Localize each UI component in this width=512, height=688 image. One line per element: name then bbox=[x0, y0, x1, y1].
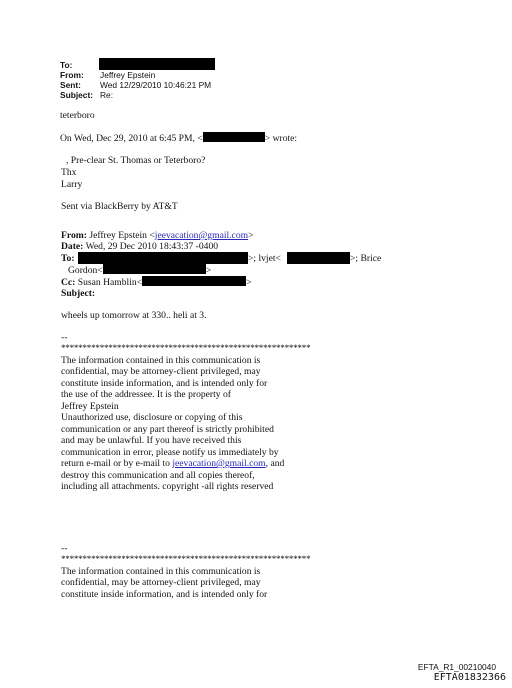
disclaimer1-email-link[interactable]: jeevacation@gmail.com bbox=[172, 458, 266, 469]
orig-date-label: Date: bbox=[61, 241, 84, 252]
subject-label: Subject: bbox=[60, 90, 94, 100]
orig-from-close: > bbox=[248, 230, 254, 241]
orig-from-value: Jeffrey Epstein < bbox=[89, 230, 155, 241]
bates-id-2: EFTA01832366 bbox=[433, 672, 506, 683]
disclaimer1-dashes: -- bbox=[61, 332, 68, 343]
quote-intro-pre: On Wed, Dec 29, 2010 at 6:45 PM, < bbox=[60, 133, 203, 144]
bates-id-1: EFTA_R1_00210040 bbox=[417, 662, 496, 672]
disclaimer1-line-10 bbox=[61, 458, 284, 469]
disclaimer1-line-8: and may be unlawful. If you have received this bbox=[61, 435, 242, 446]
disclaimer1-line-12: including all attachments. copyright -all rights reserved bbox=[61, 481, 274, 492]
reply-body: teterboro bbox=[60, 110, 95, 121]
orig-to-mid: >; lvjet< bbox=[248, 253, 281, 264]
quote-line-3: Larry bbox=[61, 179, 83, 190]
quote-intro bbox=[60, 132, 297, 144]
redaction-to bbox=[99, 58, 215, 70]
reply-signature: Sent via BlackBerry by AT&T bbox=[61, 201, 178, 212]
disclaimer1-line-3: constitute inside information, and is intended only for bbox=[61, 378, 268, 389]
disclaimer1-stars: ********************************************************** bbox=[61, 343, 311, 353]
orig-to-line2-post: > bbox=[205, 265, 212, 276]
redaction-to-2 bbox=[287, 252, 350, 264]
redaction-to-3 bbox=[103, 264, 206, 274]
quote-line-1: , Pre-clear St. Thomas or Teterboro? bbox=[66, 155, 206, 166]
orig-from-email-link[interactable]: jeevacation@gmail.com bbox=[154, 230, 249, 241]
orig-date-line bbox=[61, 241, 218, 252]
redaction-cc bbox=[142, 276, 246, 286]
orig-date-value: Wed, 29 Dec 2010 18:43:37 -0400 bbox=[85, 241, 219, 252]
from-value: Jeffrey Epstein bbox=[100, 70, 156, 80]
disclaimer2-dashes: -- bbox=[61, 543, 68, 554]
subject-value: Re: bbox=[100, 90, 114, 100]
disclaimer2-line-3: constitute inside information, and is intended only for bbox=[61, 589, 268, 600]
sent-label: Sent: bbox=[60, 80, 81, 90]
from-label: From: bbox=[60, 70, 84, 80]
orig-from-label: From: bbox=[61, 230, 87, 241]
orig-to-end: >; Brice bbox=[350, 253, 382, 264]
to-label: To: bbox=[60, 60, 73, 70]
orig-cc-label: Cc: bbox=[61, 277, 76, 288]
orig-from-line bbox=[61, 230, 254, 241]
redaction-to-1 bbox=[78, 252, 248, 264]
disclaimer2-stars: ********************************************************** bbox=[61, 554, 311, 564]
orig-body: wheels up tomorrow at 330.. heli at 3. bbox=[61, 310, 207, 321]
orig-to-line2-pre: Gordon< bbox=[68, 265, 103, 276]
disclaimer1-line-11: destroy this communication and all copies thereof, bbox=[61, 470, 255, 481]
orig-cc-value: Susan Hamblin< bbox=[77, 277, 143, 288]
quote-line-2: Thx bbox=[61, 167, 77, 178]
disclaimer1-line-10-pre: return e-mail or by e-mail to bbox=[61, 458, 173, 469]
redaction-quote-sender bbox=[203, 132, 265, 142]
orig-subject-label: Subject: bbox=[61, 288, 96, 299]
orig-to-line2 bbox=[68, 264, 211, 276]
orig-cc-line bbox=[61, 276, 252, 288]
orig-to-label: To: bbox=[61, 253, 75, 264]
disclaimer1-line-7: communication or any part thereof is strictly prohibited bbox=[61, 424, 274, 435]
disclaimer1-line-1: The information contained in this communication is bbox=[61, 355, 261, 366]
disclaimer2-line-1: The information contained in this communication is bbox=[61, 566, 261, 577]
disclaimer1-line-2: confidential, may be attorney-client privileged, may bbox=[61, 366, 261, 377]
disclaimer1-line-9: communication in error, please notify us immediately by bbox=[61, 447, 279, 458]
disclaimer1-line-5: Jeffrey Epstein bbox=[61, 401, 119, 412]
disclaimer1-line-10-post: , and bbox=[265, 458, 285, 469]
orig-cc-close: > bbox=[246, 277, 252, 288]
sent-value: Wed 12/29/2010 10:46:21 PM bbox=[100, 80, 212, 90]
quote-intro-post: > wrote: bbox=[264, 133, 298, 144]
disclaimer1-line-6: Unauthorized use, disclosure or copying of this bbox=[61, 412, 243, 423]
disclaimer1-line-4: the use of the addressee. It is the property of bbox=[61, 389, 231, 400]
disclaimer2-line-2: confidential, may be attorney-client privileged, may bbox=[61, 577, 261, 588]
